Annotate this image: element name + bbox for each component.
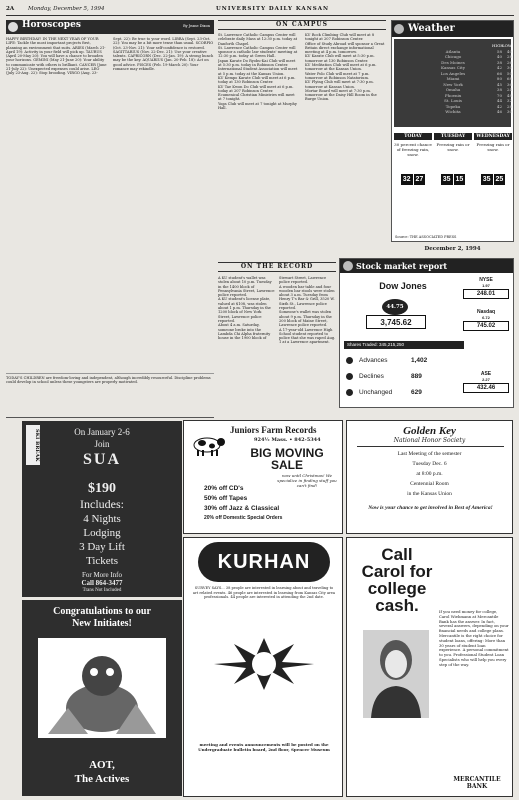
city-high: 42 [496, 65, 502, 70]
ad-includes: Includes: [80, 497, 124, 511]
forecast-text: Freezing rain or snow. [436, 142, 470, 152]
city-low: 68 [506, 76, 512, 81]
weather-map [394, 39, 511, 127]
stock-date: December 2, 1994 [424, 246, 481, 252]
city-low: 26 [506, 59, 512, 65]
nyse-panel [463, 277, 509, 303]
unchanged-icon [346, 389, 353, 396]
city-high: 70 [496, 92, 502, 98]
table-row [414, 109, 512, 115]
ad-line: Tickets [86, 555, 118, 567]
row-label: Unchanged [359, 388, 393, 396]
ad-line: 4 Nights [83, 513, 121, 525]
horoscope-body: HAPPY BIRTHDAY! IN THE NEXT YEAR OF YOUR LIFE: Tackle the most important projects first, planning an environment that suits. ARIES (March 21-April 19): Activity in your field will pick up. TAURUS (April 20-May 20): You will have a chance to broaden your horizons. GEMINI (May 21-June 20): Your ability to communicate with others is brilliant. CANCER (June 21-July 22): Unexpected expenses could arise. LEO (July 23-Aug. 22): Stop brooding. VIRGO (Aug. 23-Sept. 22): Be true to your word. LIBRA (Sept. 23-Oct. 22): You may be a bit more tense than usual. SCORPIO (Oct. 23-Nov. 21): Your self-confidence is restored. SAGITTARIUS (Nov. 22-Dec. 21): Use your creative talents. CAPRICORN (Dec. 22-Jan. 19): A strong hunch may be the key. AQUARIUS (Jan. 20-Feb. 18): Act on good advice. PISCES (Feb. 19-March 20): Your romance may rekindle. [6, 37, 214, 76]
org-name: Golden Key [403, 425, 456, 437]
ase-label: ASE [480, 371, 492, 377]
on-the-record-header [218, 262, 336, 272]
mascot-illustration [38, 638, 166, 738]
kurhan-ad [183, 537, 343, 797]
nasdaq-panel [463, 309, 509, 335]
list-item: Mortar Board will meet at 7:30 p.m. tomorrow at the Daisy Hill Room in the Burge Union. [305, 88, 377, 102]
ad-line: 3 Day Lift [79, 541, 125, 553]
ad-line: in the Kansas Union [407, 491, 452, 497]
city-name: Des Moines [441, 59, 465, 65]
unchanged-row [346, 387, 456, 397]
sua-logo: SUA [82, 451, 121, 468]
nasdaq-label: Nasdaq [476, 309, 496, 315]
sua-ski-trip-ad [22, 421, 182, 597]
horoscope-header [6, 20, 214, 34]
city-temps-table [414, 43, 512, 115]
city-low: 36 [506, 81, 512, 87]
forecast-low: 27 [415, 176, 424, 183]
list-item: St. Lawrence Catholic Campus Center will sponsor a catholic law students' meeting at 12:30 p.m. today at Green Hall. [218, 45, 298, 59]
list-item: Water Polo Club will meet at 7 p.m. tomorrow at Robinson Natatorium. [305, 71, 370, 80]
list-item: KU Flying Club will meet at 7:30 p.m. tomorrow at Kansas Union. [305, 80, 374, 89]
city-high: 46 [496, 109, 502, 114]
on-the-record-title: ON THE RECORD [218, 262, 336, 272]
list-item: A KU student's license plate, valued at $108, was stolen about 1 p.m. Thursday in the 1200 block of New York Street, Lawrence police reported. [218, 297, 271, 323]
ad-more-info: For More Info [81, 571, 123, 579]
forecast-low: 25 [495, 176, 504, 183]
mercantile-bank-ad [346, 537, 513, 797]
signature-line: AOT, [89, 759, 115, 771]
divider [6, 417, 214, 418]
list-item: KU Tae Kwon Do Club will meet at 6 p.m. today at 207 Robinson Center. [218, 84, 294, 93]
list-item: A KU student's wallet was stolen about 10 p.m. Tuesday in the 1400 block of Pennsylvania Street, Lawrence police reported. [218, 276, 275, 298]
discount-line: 30% off Jazz & Classical [204, 505, 280, 512]
store-address: 924½ Mass. • 842-5344 [254, 437, 321, 443]
list-item: Someone's wallet was stolen about 9 p.m. Thursday in the 200 block of Maine Street, Lawrence police reported. [279, 310, 332, 328]
forecast-day: WEDNESDAY [474, 133, 512, 140]
horoscope-section [6, 20, 214, 415]
city-high: 38 [496, 87, 502, 92]
list-item: A 17-year-old Lawrence High School student reported to police that she was raped Aug. 1 at a Lawrence apartment. [279, 327, 336, 345]
sale-line-1: BIG MOVING [250, 446, 324, 460]
discount-line: 20% off CD's [204, 485, 244, 492]
bank-logo: MERCANTILE BANK [453, 776, 501, 790]
stock-header [340, 259, 513, 273]
ase-panel [463, 371, 509, 397]
ad-price: $190 [88, 481, 116, 496]
forecast-high: 35 [442, 176, 451, 183]
divider [357, 446, 504, 447]
nyse-change: 1.97 [482, 283, 490, 288]
nasdaq-value: 745.02 [463, 321, 509, 331]
low-header: LOW [502, 43, 513, 48]
city-name: Miami [446, 76, 460, 81]
forecast-low: 15 [455, 176, 464, 183]
city-low: 32 [506, 98, 512, 103]
cow-icon [190, 433, 226, 457]
city-name: Omaha [445, 87, 461, 92]
ad-line: Lodging [83, 527, 121, 539]
headline-line: cash. [375, 596, 419, 615]
sale-subtext: now until Christmas! We specialize in finding stuff you can't find! [277, 473, 337, 488]
forecast-high: 35 [482, 176, 491, 183]
city-high: 40 [496, 54, 502, 59]
list-item: About 4 a.m. Saturday, someone broke into the Lambda Chi Alpha fraternity house in the 1900 block of Stewart Street, Lawrence police reported. [218, 276, 327, 341]
ase-value: 432.46 [463, 383, 509, 393]
weather-header [392, 21, 513, 37]
city-name: Los Angeles [440, 70, 466, 76]
page-number: 2A [6, 6, 15, 12]
shares-traded: Shares Traded: 345,215,250 [344, 341, 464, 349]
up-arrow-icon [346, 357, 353, 364]
ad-headline [28, 606, 176, 630]
headline-line: New Initiates! [72, 618, 132, 629]
list-item: Ecumenical Christian Ministries will meet at 7 tonight. [218, 93, 295, 102]
city-high: 66 [496, 70, 502, 76]
list-item: Yoga Club will meet at 7 tonight at Murphy Hall. [218, 101, 297, 111]
signature-line: The Actives [74, 773, 130, 785]
city-name: St. Louis [444, 98, 462, 103]
city-low: 40 [506, 48, 512, 54]
weather-title: Weather [408, 23, 455, 34]
list-item: KU Rock Climbing Club will meet at 8 tonight at 207 Robinson Center. [305, 33, 375, 42]
ad-line: Last Meeting of the semester [397, 451, 462, 457]
row-value: 889 [411, 372, 422, 380]
issue-date: Monday, December 5, 1994 [28, 6, 105, 12]
city-high: 58 [496, 48, 502, 54]
sun-icon [394, 24, 404, 34]
survey-text: SURVEY SAYS... 38 people are interested in learning about and traveling to art related events. 46 people are interested in learning from Kansas City area professionals. 44 people are interested in attending the 2nd date. [192, 586, 336, 599]
ad-body: If you need money for college, Carol Wiehmann at Mercantile Bank has the answer. In fact, several answers, depending on your financial needs and college plans. Mercantile is the right choice for student loans, offering: More than 30 years of student loan experience. A personal commitment to you. Professional Student Loan Specialists who will help you every step of the way. [439, 609, 509, 667]
city-low: 48 [506, 92, 512, 98]
ad-dates: On January 2-6 [74, 427, 130, 437]
horoscope-byline: By Jeane Dixon [183, 24, 210, 28]
sale-line-2: SALE [270, 458, 303, 472]
on-campus-title: ON CAMPUS [218, 20, 386, 30]
ad-line: at 8:00 p.m. [416, 471, 443, 477]
list-item: Japan Karate Do Ryobu-Kai Club will meet at 5:30 p.m. today in Robinson Center. [218, 58, 296, 68]
forecast-text: 30 percent chance of freezing rain, snow. [394, 142, 432, 157]
nasdaq-change: 6.72 [482, 315, 490, 320]
city-high: 45 [496, 81, 502, 87]
city-low: 28 [506, 103, 512, 109]
city-high: 80 [496, 76, 502, 81]
headline-line: college [367, 579, 427, 598]
city-high: 42 [496, 103, 502, 109]
ad-phone: Call 864-3477 [81, 579, 123, 587]
horoscope-footer: TODAY'S CHILDREN are freedom-loving and independent, although incredibly resourceful. Discipline problems could develop in school unless these youngsters are properly motivated. [6, 373, 214, 415]
city-name: Kansas City [441, 65, 465, 70]
headline-line: Call [381, 545, 413, 564]
newspaper-name: UNIVERSITY DAILY KANSAN [216, 6, 329, 12]
city-name: Atlanta [445, 48, 461, 54]
forecast-day: TUESDAY [434, 133, 472, 140]
list-item: St. Lawrence Catholic Campus Center will celebrate daily Mass at 12:30 p.m. today at Danforth Chapel. [218, 33, 298, 46]
events-notice: meeting and events announcements will be posted on the Undergraduate bulletin board, 2nd floor, Spencer Museum [198, 742, 330, 752]
city-name: Topeka [445, 103, 461, 109]
golden-key-ad [346, 420, 513, 534]
ad-note: Trans Not Included [82, 588, 122, 593]
aot-congratulations-ad [22, 600, 182, 796]
ad-headline [357, 546, 437, 614]
list-item: KU Kempo Karate Club will meet at 6 p.m. today at 130 Robinson Center. [218, 75, 296, 85]
juniors-farm-records-ad [183, 420, 343, 534]
stock-market-report [339, 258, 514, 408]
discount-line: 50% off Tapes [204, 495, 248, 502]
weather-box [391, 20, 514, 242]
city-high: 44 [496, 98, 502, 103]
city-low: 28 [506, 54, 512, 59]
kurhan-logo: KURHAN [198, 542, 330, 582]
ad-line: Tuesday Dec. 6 [412, 461, 447, 467]
city-low: 50 [506, 70, 512, 76]
city-name: Chicago [444, 54, 462, 59]
stock-title: Stock market report [356, 261, 448, 271]
dow-label: Dow Jones [379, 281, 427, 291]
headline-line: Congratulations to our [53, 606, 151, 617]
dow-change: 44.75 [382, 299, 408, 315]
zodiac-icon [8, 22, 18, 32]
city-low: 30 [506, 65, 512, 70]
ad-signature [22, 758, 182, 786]
dow-jones-panel [348, 281, 458, 337]
store-name: Juniors Farm Records [230, 425, 317, 435]
on-campus-list [218, 33, 386, 243]
ad-tagline: Now is your chance to get involved in Best of America! [368, 505, 493, 511]
list-item: A wooden bar table and four wooden bar stools were stolen about 3 a.m. Tuesday from Henry T's Bar & Grill, 3520 W. Sixth St., Lawrence police reported. [279, 284, 335, 311]
sale-headline [238, 447, 336, 471]
city-name: Phoenix [444, 92, 462, 98]
city-low: 30 [506, 109, 512, 114]
down-arrow-icon [346, 373, 353, 380]
city-high: 38 [496, 59, 502, 65]
forecast-today [394, 133, 432, 233]
discount-line: 20% off Domestic Special Orders [204, 515, 283, 521]
city-low: 24 [506, 87, 512, 92]
portrait-photo [363, 630, 429, 718]
dow-value: 3,745.62 [366, 315, 426, 329]
ski-break-badge: SKI BREAK [26, 425, 40, 465]
on-campus-section [218, 20, 386, 246]
headline-line: Carol for [361, 562, 433, 581]
on-the-record-list [218, 276, 336, 414]
starburst-icon [214, 638, 314, 690]
forecast-wednesday [474, 133, 512, 233]
forecast-text: Freezing rain or snow. [476, 142, 510, 152]
advances-row [346, 355, 456, 365]
horoscope-title: Horoscopes [22, 20, 81, 30]
nyse-label: NYSE [479, 277, 493, 283]
row-label: Declines [359, 372, 384, 380]
nyse-value: 248.01 [463, 289, 509, 299]
weather-source: Source: THE ASSOCIATED PRESS [395, 235, 457, 239]
city-name: New York [443, 81, 463, 87]
ad-join: Join [94, 439, 110, 449]
forecast-high: 32 [402, 176, 411, 183]
list-item: Office of Study Abroad will sponsor a Great Britain direct exchange informational meeting at 4 p.m. tomorrow. [305, 41, 385, 55]
row-value: 1,402 [411, 356, 428, 364]
masthead [6, 4, 514, 16]
row-value: 629 [411, 388, 422, 396]
row-label: Advances [359, 356, 388, 364]
forecast-day: TODAY [394, 133, 432, 140]
list-item: KU Meditation Club will meet at 6 p.m. tomorrow at the Kansas Union. [305, 63, 377, 72]
high-header: HIGH [492, 43, 504, 48]
city-name: Wichita [445, 109, 461, 114]
declines-row [346, 371, 456, 381]
list-item: International Student Association will meet at 5 p.m. today at the Kansas Union. [218, 67, 298, 76]
org-subtitle: National Honor Society [393, 437, 466, 444]
forecast-tuesday [434, 133, 472, 233]
list-item: KU Karate Club will meet at 5:30 p.m. tomorrow at 130 Robinson Center. [305, 54, 375, 63]
ase-change: 2.27 [482, 377, 490, 382]
dollar-icon [343, 261, 353, 271]
ad-line: Centennial Room [410, 481, 449, 487]
